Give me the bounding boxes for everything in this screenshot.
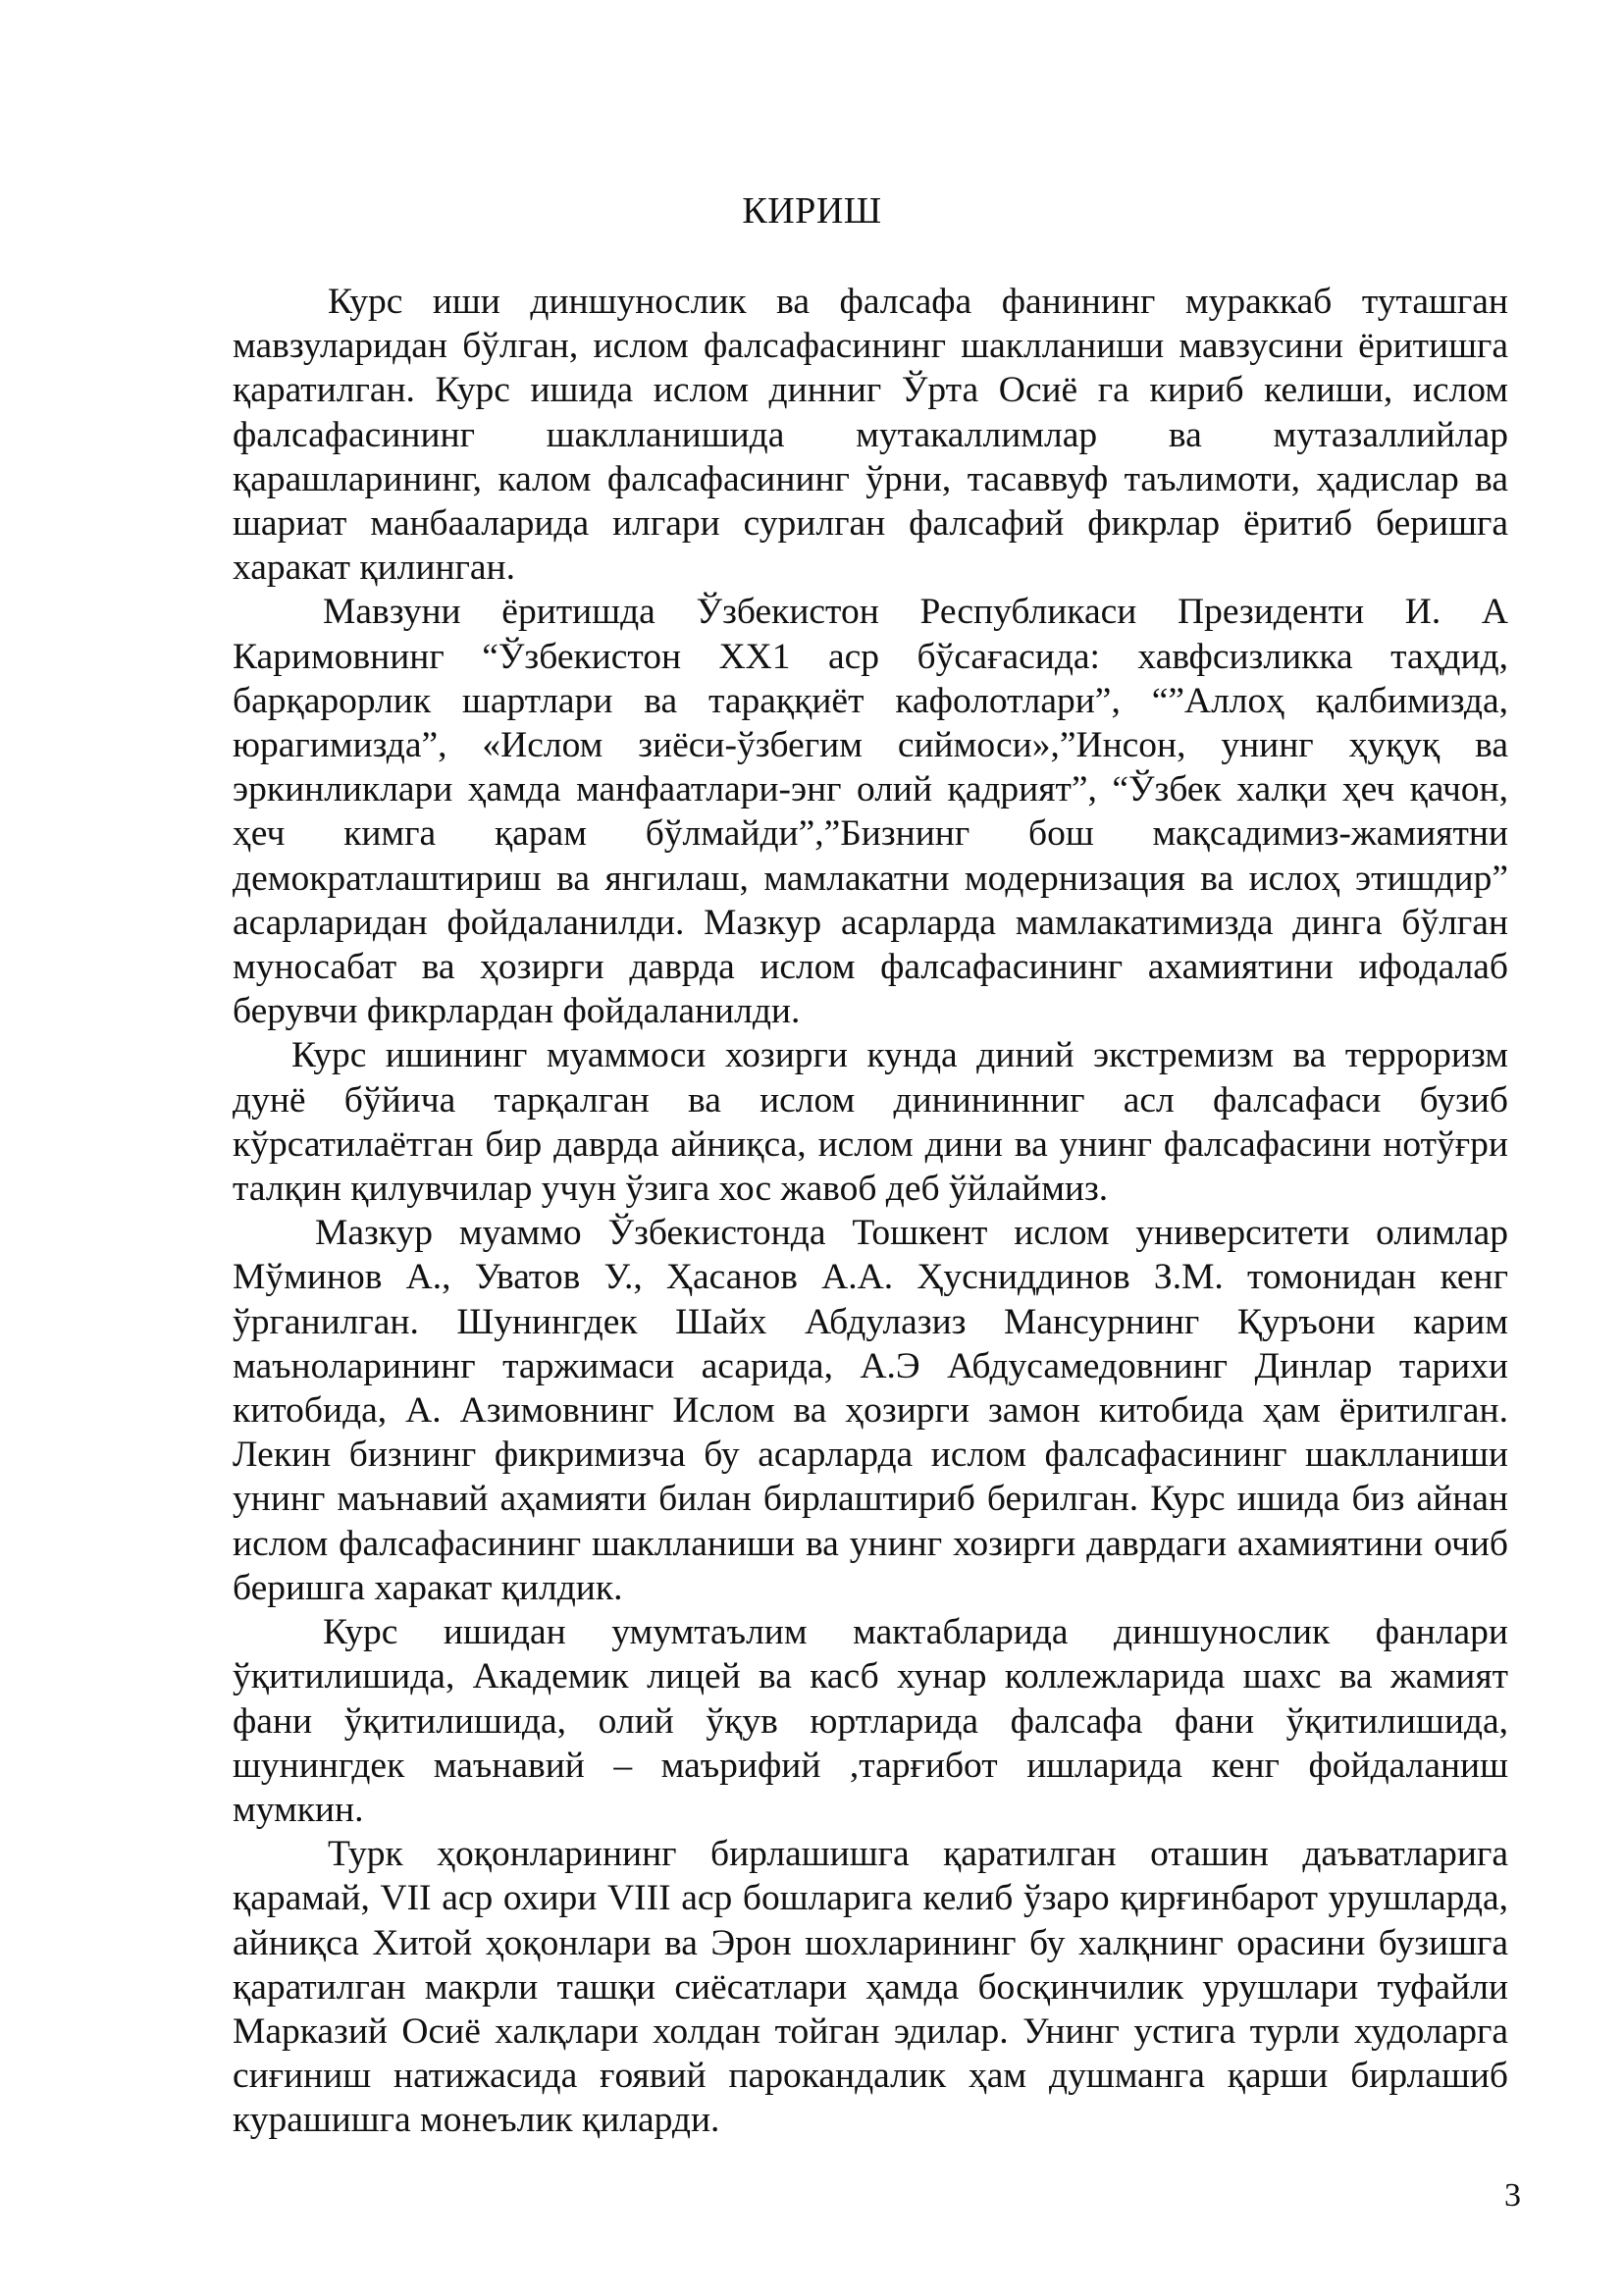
page-title: КИРИШ: [742, 190, 882, 232]
body-text: [233, 280, 1508, 2143]
paragraph-application: Курс ишидан умумтаълим мактабларида диншунослик фанлари ўқитилишида, Академик лицей ва касб хунар коллежларида шахс ва жамият фани ўқитилишида, олий ўқув юртларида фалсафа фани ўқитилишида, шунингдек маънавий – маърифий ,тарғибот ишларида кенг фойдаланиш мумкин.: [233, 1612, 1508, 1830]
paragraph-problem: Курс ишининг муаммоси хозирги кунда диний экстремизм ва терроризм дунё бўйича тарқалган ва ислом динининниг асл фалсафаси бузиб кўрсатилаётган бир даврда айниқса, ислом дини ва унинг фалсафасини нотўғри талқин қилувчилар учун ўзига хос жавоб деб ўйлаймиз.: [233, 1035, 1508, 1210]
paragraph-sources: Мавзуни ёритишда Ўзбекистон Республикаси Президенти И. А Каримовнинг “Ўзбекистон ХХ1 аср бўсағасида: хавфсизликка таҳдид, барқарорлик шартлари ва тараққиёт кафолотлари”, “”Аллоҳ қалбимизда, юрагимизда”, «Ислом зиёси-ўзбегим сиймоси»,”Инсон, унинг ҳуқуқ ва эркинликлари ҳамда манфаатлари-энг олий қадрият”, “Ўзбек халқи ҳеч қачон, ҳеч кимга қарам бўлмайди”,”Бизнинг бош мақсадимиз-жамиятни демократлаштириш ва янгилаш, мамлакатни модернизация ва ислоҳ этишдир” асарларидан фойдаланилди. Мазкур асарларда мамлакатимизда динга бўлган муносабат ва ҳозирги даврда ислом фалсафасининг ахамиятини ифодалаб берувчи фикрлардан фойдаланилди.: [233, 592, 1508, 1032]
paragraph-history: Турк ҳоқонларининг бирлашишга қаратилган оташин даъватларига қарамай, VII аср охири VIII аср бошларига келиб ўзаро қирғинбарот урушларда, айниқса Хитой ҳоқонлари ва Эрон шохларининг бу халқнинг орасини бузишга қаратилган макрли ташқи сиёсатлари ҳамда босқинчилик урушлари туфайли Марказий Осиё халқлари холдан тойган эдилар. Унинг устига турли худоларга сиғиниш натижасида ғоявий парокандалик ҳам душманга қарши бирлашиб курашишга монеълик қиларди.: [233, 1834, 1508, 2141]
paragraph-intro: Курс иши диншунослик ва фалсафа фанининг мураккаб туташган мавзуларидан бўлган, ислом фалсафасининг шаклланиши мавзусини ёритишга қаратилган. Курс ишида ислом динниг Ўрта Осиё га кириб келиши, ислом фалсафасининг шаклланишида мутакаллимлар ва мутазаллийлар қарашларининг, калом фалсафасининг ўрни, тасаввуф таълимоти, ҳадислар ва шариат манбааларида илгари сурилган фалсафий фикрлар ёритиб беришга харакат қилинган.: [233, 282, 1508, 589]
page-number: 3: [1504, 2177, 1521, 2214]
paragraph-research: Мазкур муаммо Ўзбекистонда Тошкент ислом университети олимлар Мўминов А., Уватов У., Ҳасанов А.А. Ҳусниддинов З.М. томонидан кенг ўрганилган. Шунингдек Шайх Абдулазиз Мансурнинг Қуръони карим маъноларининг таржимаси асарида, А.Э Абдусамедовнинг Динлар тарихи китобида, А. Азимовнинг Ислом ва ҳозирги замон китобида ҳам ёритилган. Лекин бизнинг фикримизча бу асарларда ислом фалсафасининг шаклланиши унинг маънавий аҳамияти билан бирлаштириб берилган. Курс ишида биз айнан ислом фалсафасининг шаклланиши ва унинг хозирги даврдаги ахамиятини очиб беришга харакат қилдик.: [233, 1213, 1508, 1608]
